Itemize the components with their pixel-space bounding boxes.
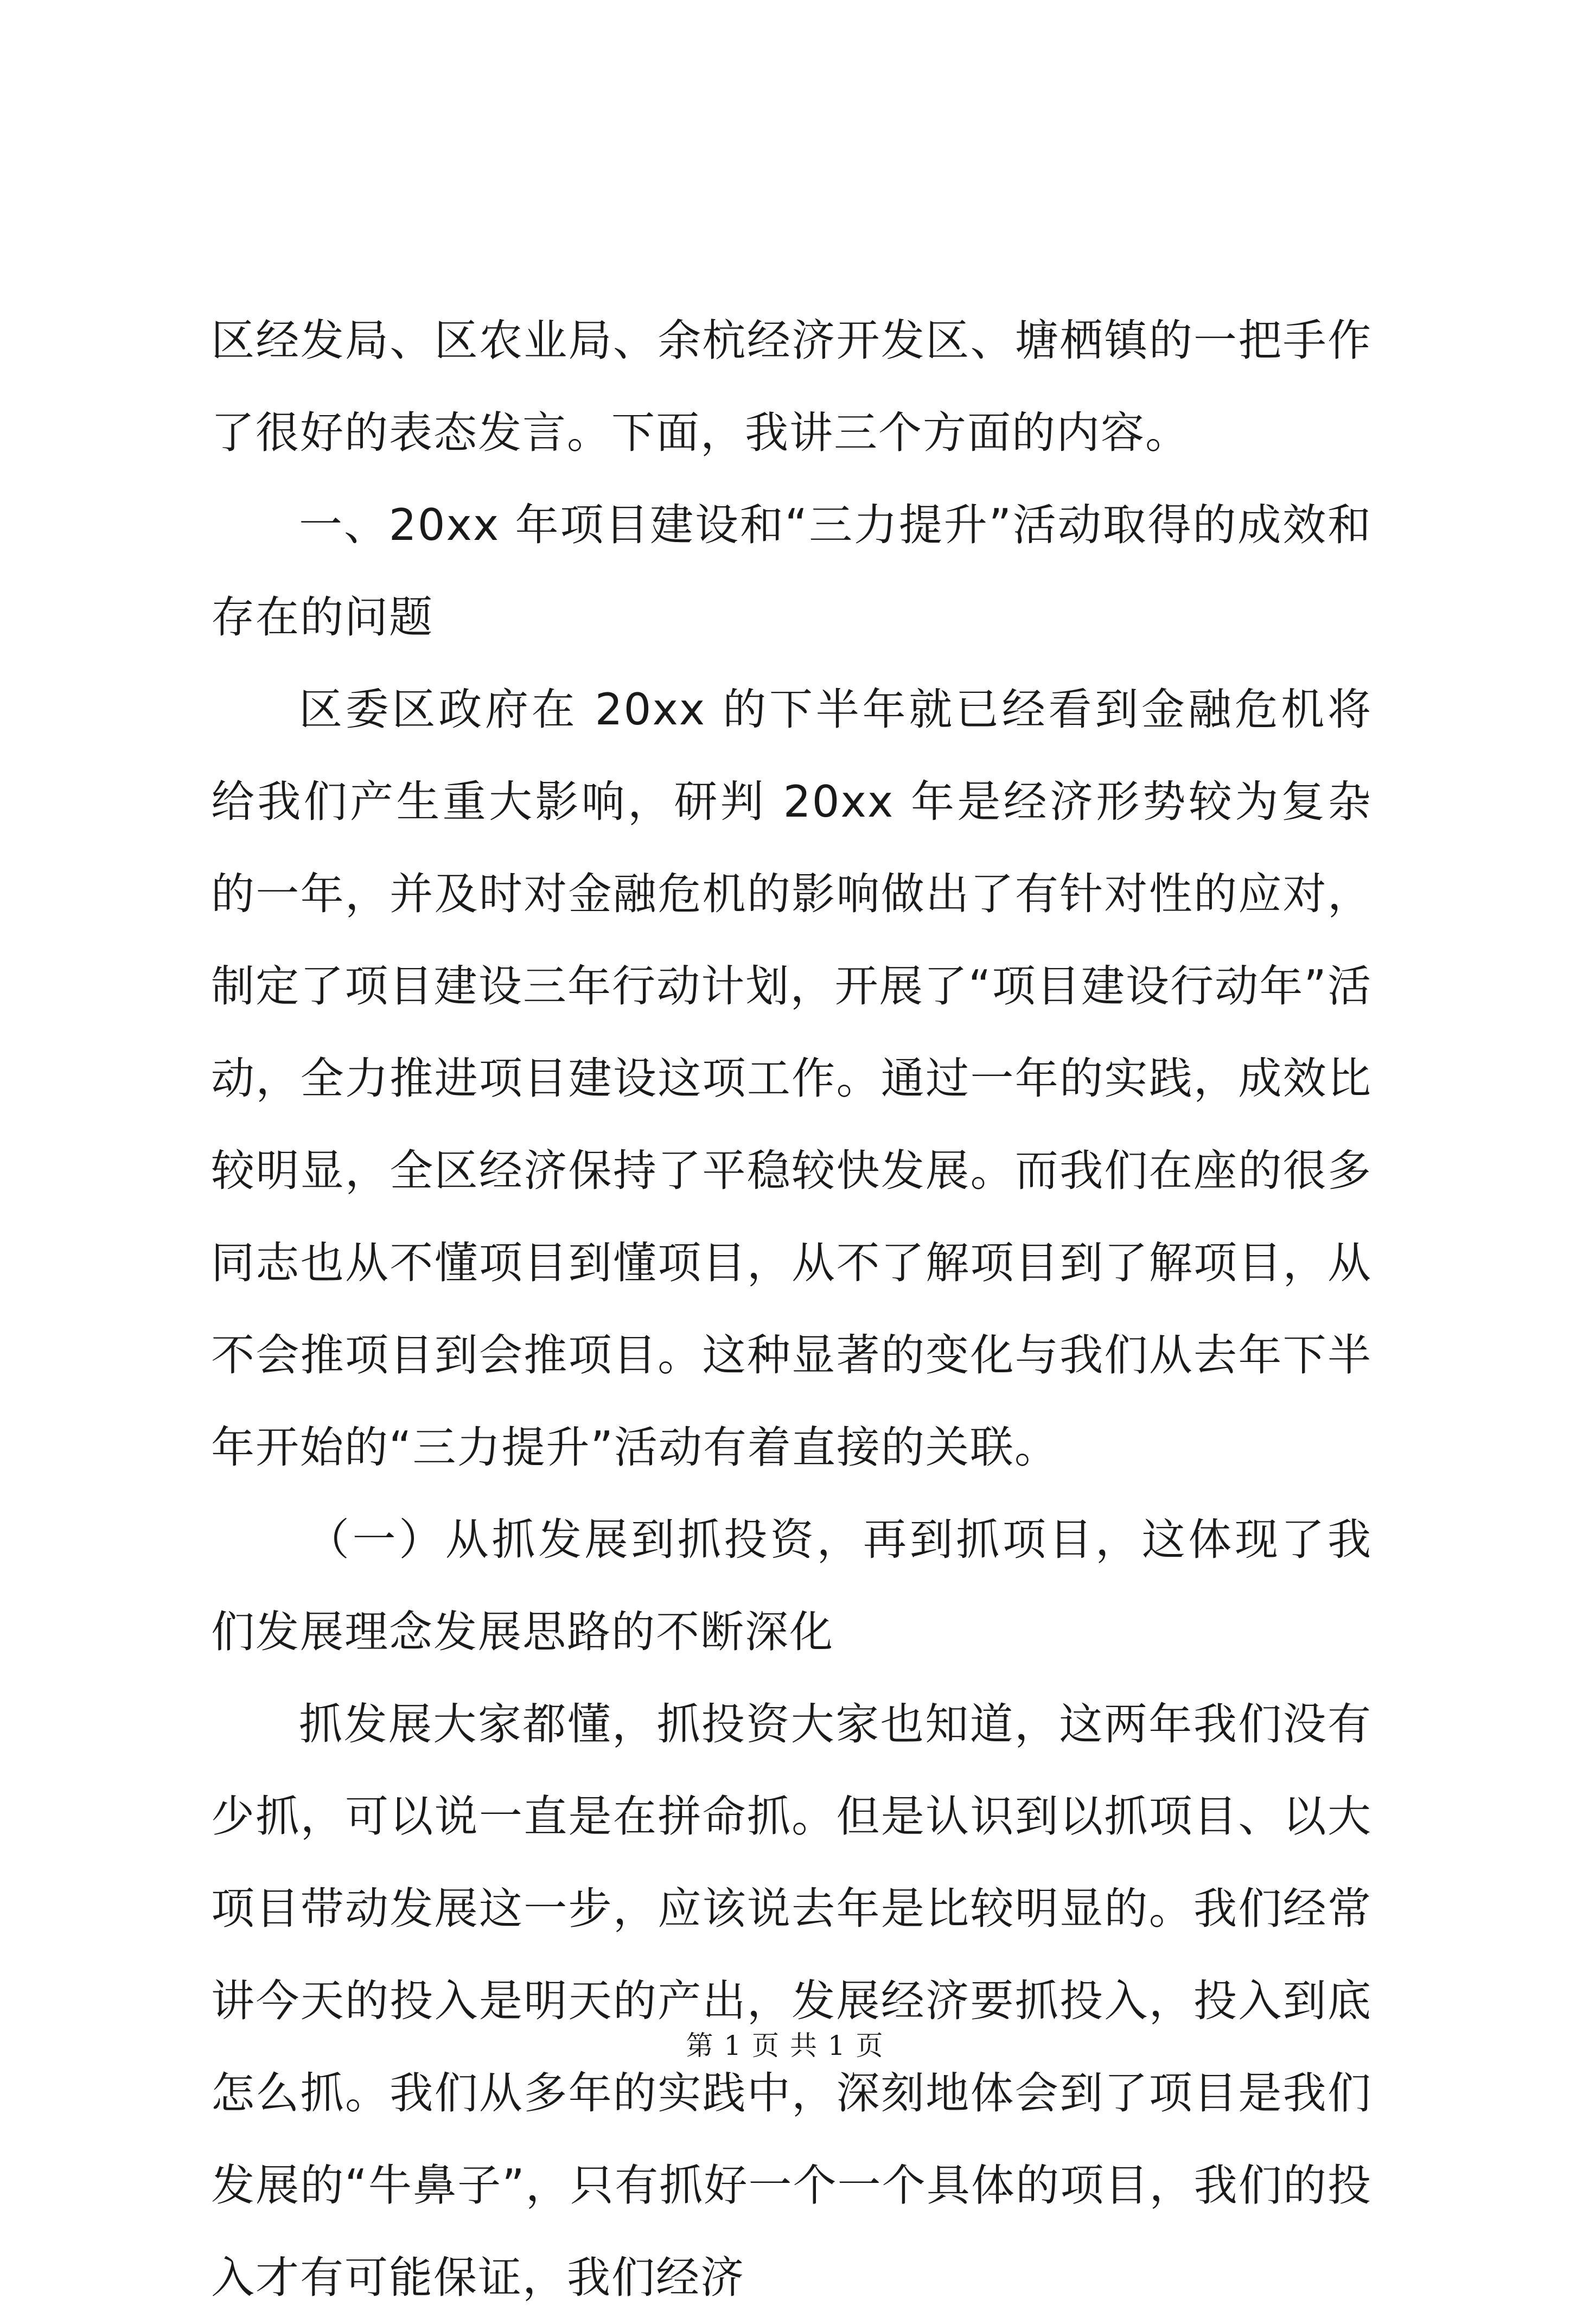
document-body <box>211 295 1372 2324</box>
page-footer: 第 1 页 共 1 页 <box>686 2030 884 2061</box>
paragraph-intro-continued: 区经发局、区农业局、余杭经济开发区、塘栖镇的一把手作了很好的表态发言。下面，我讲三个方面的内容。 <box>211 315 1372 458</box>
subsection-heading-1: （一）从抓发展到抓投资，再到抓项目，这体现了我们发展理念发展思路的不断深化 <box>211 1514 1372 1657</box>
paragraph-section-1-body: 区委区政府在 20xx 的下半年就已经看到金融危机将给我们产生重大影响，研判 20xx 年是经济形势较为复杂的一年，并及时对金融危机的影响做出了有针对性的应对，制定了项目建设三年行动计划，开展了“项目建设行动年”活动，全力推进项目建设这项工作。通过一年的实践，成效比较明显，全区经济保持了平稳较快发展。而我们在座的很多同志也从不懂项目到懂项目，从不了解项目到了解项目，从不会推项目到会推项目。这种显著的变化与我们从去年下半年开始的“三力提升”活动有着直接的关联。 <box>211 684 1372 1473</box>
paragraph-subsection-1-body: 抓发展大家都懂，抓投资大家也知道，这两年我们没有少抓，可以说一直是在拼命抓。但是认识到以抓项目、以大项目带动发展这一步，应该说去年是比较明显的。我们经常讲今天的投入是明天的产出，发展经济要抓投入，投入到底怎么抓。我们从多年的实践中，深刻地体会到了项目是我们发展的“牛鼻子”，只有抓好一个一个具体的项目，我们的投入才有可能保证，我们经济 <box>211 1699 1372 2303</box>
section-heading-1: 一、20xx 年项目建设和“三力提升”活动取得的成效和存在的问题 <box>211 500 1372 642</box>
